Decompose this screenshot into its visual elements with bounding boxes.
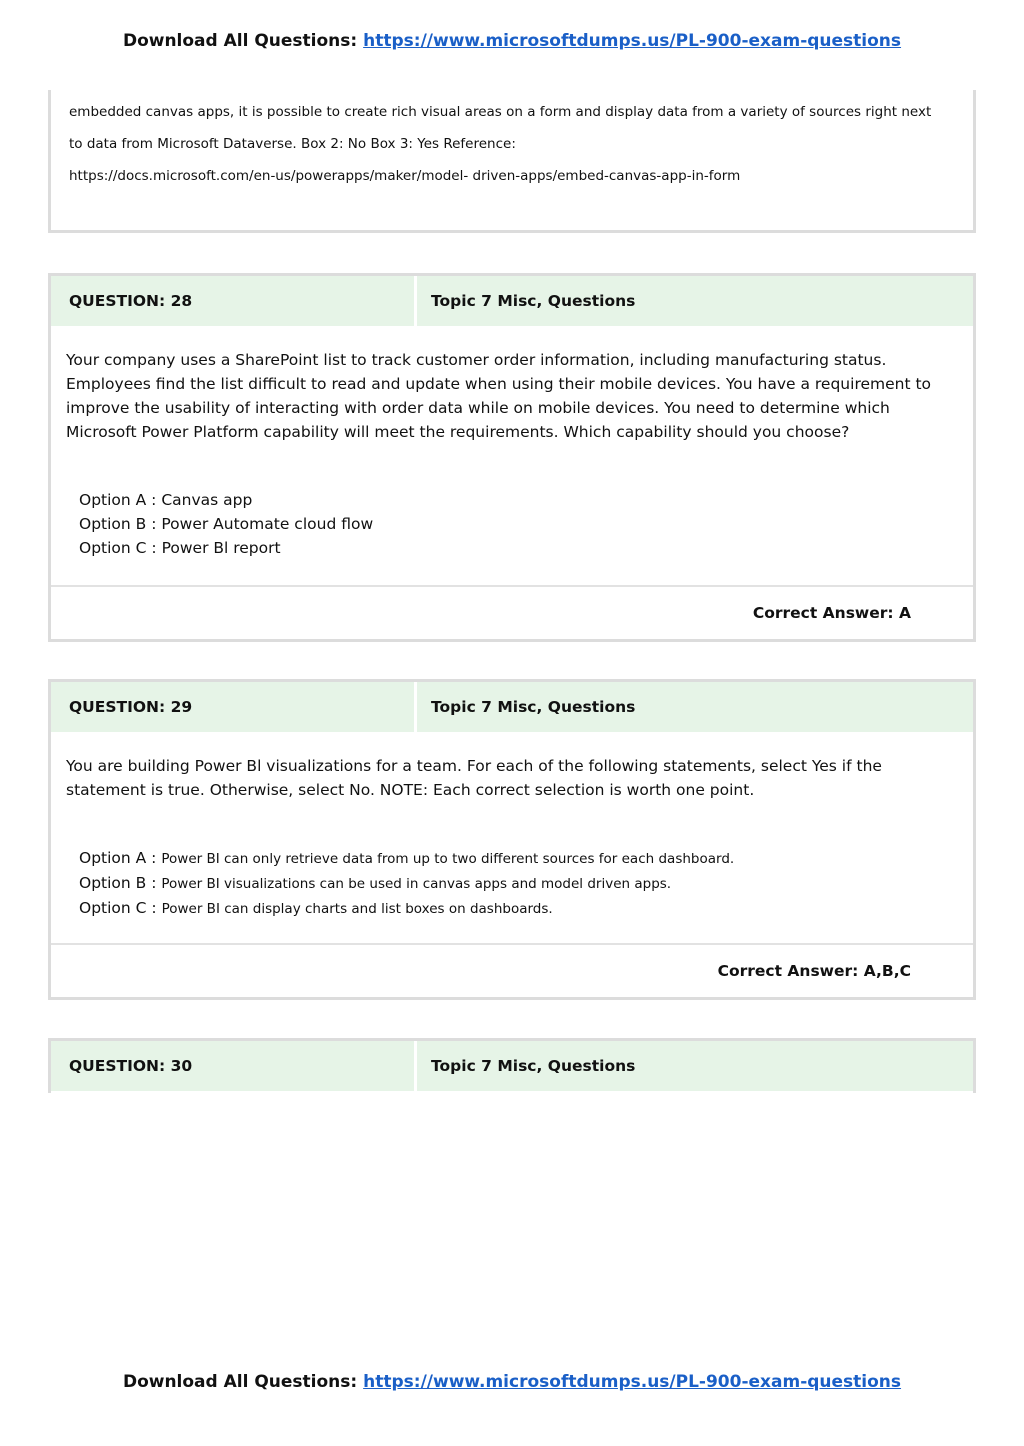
option-label: Option A : (79, 491, 157, 509)
download-link[interactable]: https://www.microsoftdumps.us/PL-900-exam-questions (363, 1372, 902, 1392)
option-text: Canvas app (161, 491, 253, 509)
option-label: Option B : (79, 515, 157, 533)
option-c (79, 896, 959, 921)
option-c (79, 536, 959, 560)
option-text: Power Bl report (161, 539, 281, 557)
option-label: Option B : (79, 874, 157, 892)
question-header (51, 276, 973, 328)
download-link[interactable]: https://www.microsoftdumps.us/PL-900-exam-questions (363, 31, 902, 51)
explanation-reference-url: https://docs.microsoft.com/en-us/powerapps/maker/model- driven-apps/embed-canvas-app-in-form (69, 168, 741, 184)
question-header (51, 682, 973, 734)
question-body (51, 734, 973, 921)
answer-row (51, 585, 973, 639)
option-text: Power BI visualizations can be used in canvas apps and model driven apps. (161, 876, 672, 892)
option-label: Option A : (79, 849, 157, 867)
question-card (48, 273, 976, 642)
correct-answer: Correct Answer: A,B,C (717, 962, 911, 980)
download-label: Download All Questions: (122, 31, 358, 51)
option-text: Power BI can display charts and list boxes on dashboards. (161, 901, 553, 917)
question-number: QUESTION: 28 (51, 276, 417, 326)
question-card (48, 679, 976, 1000)
option-label: Option C : (79, 899, 157, 917)
question-topic: Topic 7 Misc, Questions (431, 292, 636, 310)
option-label: Option C : (79, 539, 157, 557)
answer-row (51, 943, 973, 997)
option-b (79, 512, 959, 536)
correct-answer: Correct Answer: A (752, 604, 911, 622)
option-b (79, 871, 959, 896)
download-label: Download All Questions: (122, 1372, 358, 1392)
option-text: Power BI can only retrieve data from up to two different sources for each dashboard. (161, 851, 735, 867)
question-header (51, 1041, 973, 1093)
question-body (51, 328, 973, 560)
download-footer (0, 1372, 1024, 1392)
question-text: Your company uses a SharePoint list to track customer order information, including manufacturing status. Employees find the list difficult to read and update when using their mobile devices. You have a requirement to improve the usability of interacting with order data while on mobile devices. You need to determine which Microsoft Power Platform capability will meet the requirements. Which capability should you choose? (66, 351, 932, 441)
question-text: You are building Power Bl visualizations for a team. For each of the following statements, select Yes if the statement is true. Otherwise, select No. NOTE: Each correct selection is worth one point. (66, 757, 882, 799)
explanation-line: embedded canvas apps, it is possible to create rich visual areas on a form and display data from a variety of sources right next (69, 104, 932, 120)
options-list (66, 846, 959, 921)
question-topic: Topic 7 Misc, Questions (431, 698, 636, 716)
option-a (79, 488, 959, 512)
download-header (0, 31, 1024, 51)
option-text: Power Automate cloud flow (161, 515, 374, 533)
option-a (79, 846, 959, 871)
options-list (66, 488, 959, 560)
question-number: QUESTION: 29 (51, 682, 417, 732)
question-number: QUESTION: 30 (51, 1041, 417, 1091)
question-topic: Topic 7 Misc, Questions (431, 1057, 636, 1075)
previous-answer-explanation (48, 90, 976, 233)
explanation-line: to data from Microsoft Dataverse. Box 2: No Box 3: Yes Reference: (69, 136, 516, 152)
question-card (48, 1038, 976, 1093)
